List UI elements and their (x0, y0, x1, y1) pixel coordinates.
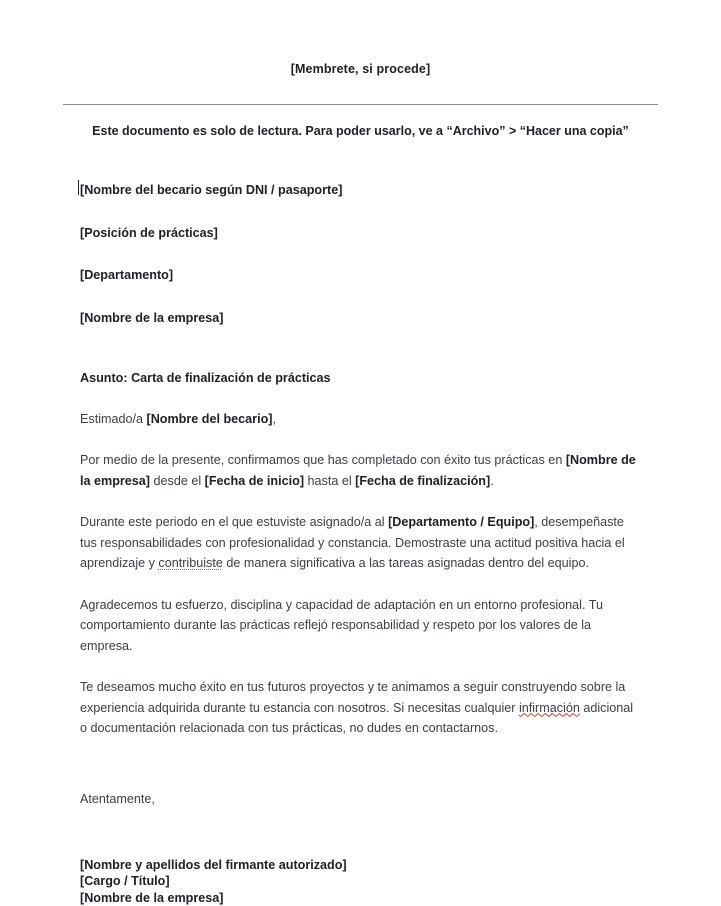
recipient-company: [Nombre de la empresa] (80, 308, 638, 328)
p4-text-a: Te deseamos mucho éxito en tus futuros proyectos y te animamos a seguir construyendo sobre la experiencia adquirida durante tu estancia con nosotros. Si necesitas cualquier (80, 680, 625, 715)
read-only-notice: Este documento es solo de lectura. Para poder usarlo, ve a “Archivo” > “Hacer una copia” (63, 124, 658, 138)
grammar-flagged-word[interactable]: contribuiste (158, 556, 222, 570)
letterhead-title: [Membrete, si procede] (0, 62, 721, 76)
paragraph-two (80, 512, 638, 574)
p1-text-a: Por medio de la presente, confirmamos que has completado con éxito tus prácticas en (80, 453, 566, 467)
signer-company: [Nombre de la empresa] (80, 890, 638, 906)
greeting-lead: Estimado/a (80, 412, 147, 426)
greeting-line (80, 409, 638, 430)
p1-text-c: hasta el (304, 474, 355, 488)
subject-line: Asunto: Carta de finalización de prácticas (80, 368, 638, 388)
recipient-department: [Departamento] (80, 265, 638, 285)
p2-text-a: Durante este periodo en el que estuviste asignado/a al (80, 515, 388, 529)
greeting-trail: , (272, 412, 276, 426)
signer-title: [Cargo / Título] (80, 873, 638, 890)
header-divider (63, 104, 658, 105)
signer-name: [Nombre y apellidos del firmante autorizado] (80, 857, 638, 874)
p1-company-placeholder: [Nombre de la empresa] (80, 453, 636, 488)
paragraph-three: Agradecemos tu esfuerzo, disciplina y capacidad de adaptación en un entorno profesional. Tu comportamiento durante las prácticas reflejó responsabilidad y respeto por los valores de la empresa. (80, 595, 638, 657)
closing-salutation: Atentamente, (80, 789, 638, 809)
recipient-position: [Posición de prácticas] (80, 223, 638, 243)
p1-text-b: desde el (150, 474, 205, 488)
p1-start-date-placeholder: [Fecha de inicio] (205, 474, 304, 488)
paragraph-one (80, 450, 638, 491)
spelling-flagged-word[interactable]: infirmación (519, 701, 580, 715)
recipient-name: [Nombre del becario según DNI / pasaporte] (80, 180, 638, 200)
p4-text-b: adicional o documentación relacionada con tus prácticas, no dudes en contactarnos. (80, 701, 633, 736)
greeting-placeholder: [Nombre del becario] (147, 412, 273, 426)
p2-text-c: de manera significativa a las tareas asignadas dentro del equipo. (223, 556, 589, 570)
p2-text-b: , desempeñaste tus responsabilidades con profesionalidad y constancia. Demostraste una actitud positiva hacia el aprendizaje y (80, 515, 625, 570)
p1-end-date-placeholder: [Fecha de finalización] (355, 474, 490, 488)
p2-department-placeholder: [Departamento / Equipo] (388, 515, 534, 529)
paragraph-four (80, 677, 638, 739)
signature-block (80, 857, 638, 906)
letter-body[interactable] (80, 180, 638, 906)
p1-text-d: . (490, 474, 494, 488)
